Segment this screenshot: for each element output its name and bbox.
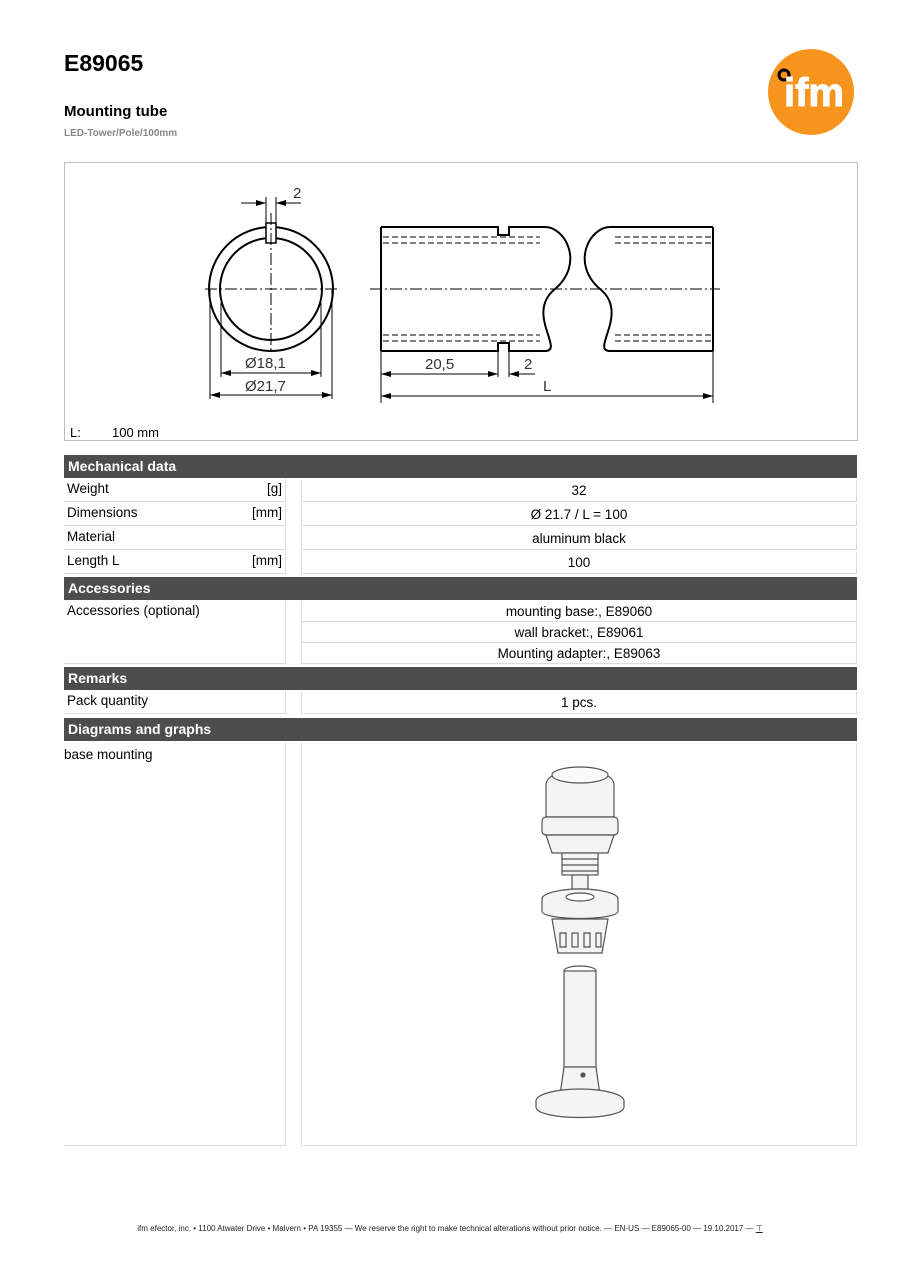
page-icon: ⊤ — [755, 1224, 763, 1233]
section-mechanical-data: Mechanical data — [64, 455, 857, 478]
row-dimensions-value: Ø 21.7 / L = 100 — [301, 504, 857, 526]
section-diagrams: Diagrams and graphs — [64, 718, 857, 741]
accessory-item: mounting base:, E89060 — [301, 601, 857, 622]
base-mounting-illustration — [302, 743, 858, 1146]
dim-outer-diameter: Ø21,7 — [245, 378, 286, 395]
row-weight-label — [64, 479, 286, 502]
product-description: LED-Tower/Pole/100mm — [64, 128, 178, 139]
accessories-label — [64, 601, 286, 664]
row-label: Pack quantity — [67, 693, 149, 708]
row-label: Weight — [67, 481, 109, 496]
technical-drawing — [64, 162, 858, 441]
row-unit: [mm] — [252, 505, 282, 520]
row-material-value: aluminum black — [301, 528, 857, 550]
row-unit: [g] — [266, 481, 282, 496]
length-value: 100 mm — [112, 425, 159, 440]
row-material-label — [64, 527, 286, 550]
accessory-item: Mounting adapter:, E89063 — [301, 643, 857, 664]
diagram-label: base mounting — [64, 747, 153, 762]
dim-length: L — [543, 378, 552, 395]
accessory-item: wall bracket:, E89061 — [301, 622, 857, 643]
footer — [0, 1224, 900, 1233]
row-label: Dimensions — [67, 505, 138, 520]
row-label: Accessories (optional) — [67, 603, 200, 618]
logo-text: ifm — [784, 71, 844, 115]
pack-quantity-value: 1 pcs. — [301, 692, 857, 714]
product-code: E89065 — [64, 50, 144, 76]
row-label: Length L — [67, 553, 120, 568]
diagram-label-cell — [64, 743, 286, 1146]
section-accessories: Accessories — [64, 577, 857, 600]
pack-quantity-label — [64, 691, 286, 714]
ifm-logo — [766, 48, 856, 136]
row-length-label — [64, 551, 286, 574]
dimension-drawing — [65, 163, 857, 440]
diagram-cell — [301, 743, 857, 1146]
section-remarks: Remarks — [64, 667, 857, 690]
product-name: Mounting tube — [64, 103, 168, 120]
length-label: L: — [70, 425, 81, 440]
dim-groove-width: 2 — [524, 356, 533, 373]
row-dimensions-label — [64, 503, 286, 526]
row-unit: [mm] — [252, 553, 282, 568]
dim-groove-offset: 20,5 — [425, 356, 455, 373]
row-length-value: 100 — [301, 552, 857, 574]
footer-text: ifm efector, inc. • 1100 Atwater Drive • Malvern • PA 19355 — We reserve the right to make technical alterations without prior notice. — EN-US — E89065-00 — 19.10.2017 — — [137, 1224, 754, 1233]
row-weight-value: 32 — [301, 480, 857, 502]
row-label: Material — [67, 529, 116, 544]
dim-slot-width: 2 — [293, 185, 302, 202]
dim-inner-diameter: Ø18,1 — [245, 355, 286, 372]
